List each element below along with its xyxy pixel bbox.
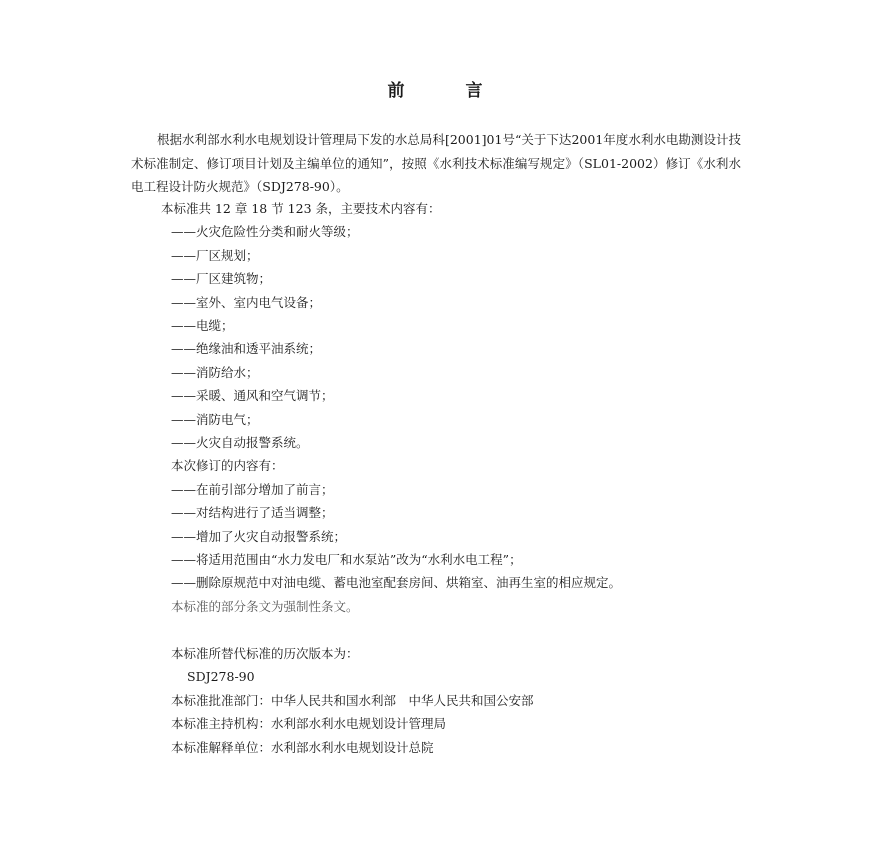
revision-item: ——删除原规范中对油电缆、蓄电池室配套房间、烘箱室、油再生室的相应规定。	[171, 575, 622, 590]
content-item: ——采暖、通风和空气调节；	[171, 388, 334, 403]
structure-line: 本标准共 12 章 18 节 123 条，主要技术内容有：	[161, 201, 441, 216]
replaced-heading: 本标准所替代标准的历次版本为：	[171, 646, 359, 661]
revision-item: ——对结构进行了适当调整；	[171, 505, 334, 520]
content-item: ——火灾自动报警系统。	[171, 435, 309, 450]
interpreter-line: 本标准解释单位：水利部水利水电规划设计总院	[171, 740, 434, 755]
mandatory-note: 本标准的部分条文为强制性条文。	[171, 599, 359, 614]
revision-item: ——增加了火灾自动报警系统；	[171, 529, 347, 544]
intro-paragraph: 根据水利部水利水电规划设计管理局下发的水总局科[2001]01号“关于下达2001年度水利水电勘测设计技术标准制定、修订项目计划及主编单位的通知”，按照《水利技术标准编写规定》（SL01-2002）修订《水利水电工程设计防火规范》（SDJ278-90）。	[131, 132, 741, 194]
content-item: ——火灾危险性分类和耐火等级；	[171, 224, 359, 239]
host-line: 本标准主持机构：水利部水利水电规划设计管理局	[171, 716, 447, 731]
content-item: ——室外、室内电气设备；	[171, 295, 322, 310]
content-item: ——消防电气；	[171, 412, 259, 427]
content-item: ——绝缘油和透平油系统；	[171, 341, 322, 356]
revision-item: ——在前引部分增加了前言；	[171, 482, 334, 497]
replaced-version: SDJ278-90	[187, 669, 255, 684]
revision-item: ——将适用范围由“水力发电厂和水泵站”改为“水利水电工程”；	[171, 552, 522, 567]
content-item: ——厂区规划；	[171, 248, 259, 263]
content-item: ——消防给水；	[171, 365, 259, 380]
revision-heading: 本次修订的内容有：	[171, 458, 284, 473]
content-item: ——电缆；	[171, 318, 234, 333]
content-item: ——厂区建筑物；	[171, 271, 272, 286]
approval-line: 本标准批准部门：中华人民共和国水利部 中华人民共和国公安部	[171, 693, 534, 708]
page-title: 前 言	[387, 81, 505, 101]
